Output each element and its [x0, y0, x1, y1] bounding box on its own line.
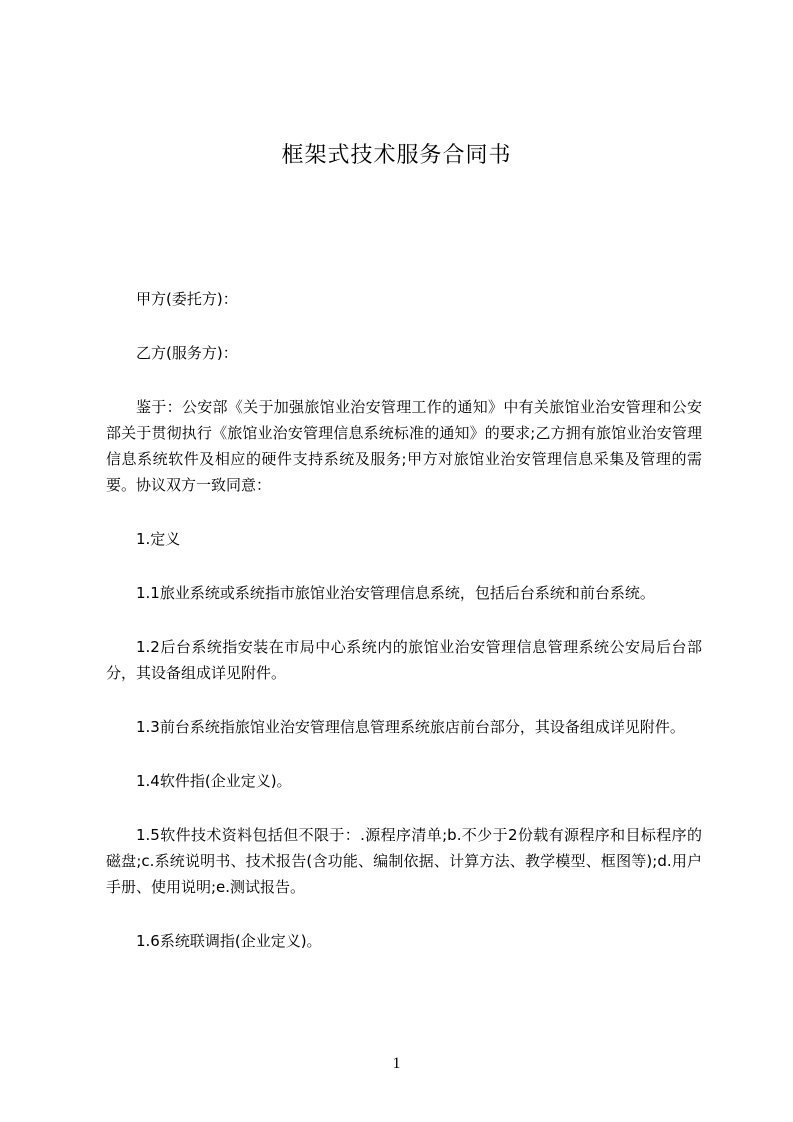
- clause-1-4: 1.4软件指(企业定义)。: [136, 772, 292, 790]
- document-title: 框架式技术服务合同书: [281, 143, 512, 168]
- clause-1-3: 1.3前台系统指旅馆业治安管理信息管理系统旅店前台部分，其设备组成详见附件。: [136, 718, 685, 736]
- preamble-paragraph: 鉴于：公安部《关于加强旅馆业治安管理工作的通知》中有关旅馆业治安管理和公安部关于贯彻执行《旅馆业治安管理信息系统标准的通知》的要求;乙方拥有旅馆业治安管理信息系统软件及相应的硬件支持系统及服务;甲方对旅馆业治安管理信息采集及管理的需要。协议双方一致同意：: [106, 398, 702, 494]
- clause-1-1: 1.1旅业系统或系统指市旅馆业治安管理信息系统，包括后台系统和前台系统。: [136, 584, 655, 602]
- clause-1-6: 1.6系统联调指(企业定义)。: [136, 932, 322, 950]
- party-b-label: 乙方(服务方)：: [136, 344, 238, 362]
- clause-1-2: 1.2后台系统指安装在市局中心系统内的旅馆业治安管理信息管理系统公安局后台部分，其设备组成详见附件。: [106, 638, 702, 682]
- party-a-label: 甲方(委托方)：: [136, 290, 238, 308]
- section-heading-definitions: 1.定义: [136, 530, 181, 548]
- page-number: 1: [392, 1055, 401, 1072]
- clause-1-5: 1.5软件技术资料包括但不限于：.源程序清单;b.不少于2份载有源程序和目标程序的磁盘;c.系统说明书、技术报告(含功能、编制依据、计算方法、教学模型、框图等);d.用户手册、使用说明;e.测试报告。: [106, 826, 702, 896]
- document-body: [106, 286, 702, 954]
